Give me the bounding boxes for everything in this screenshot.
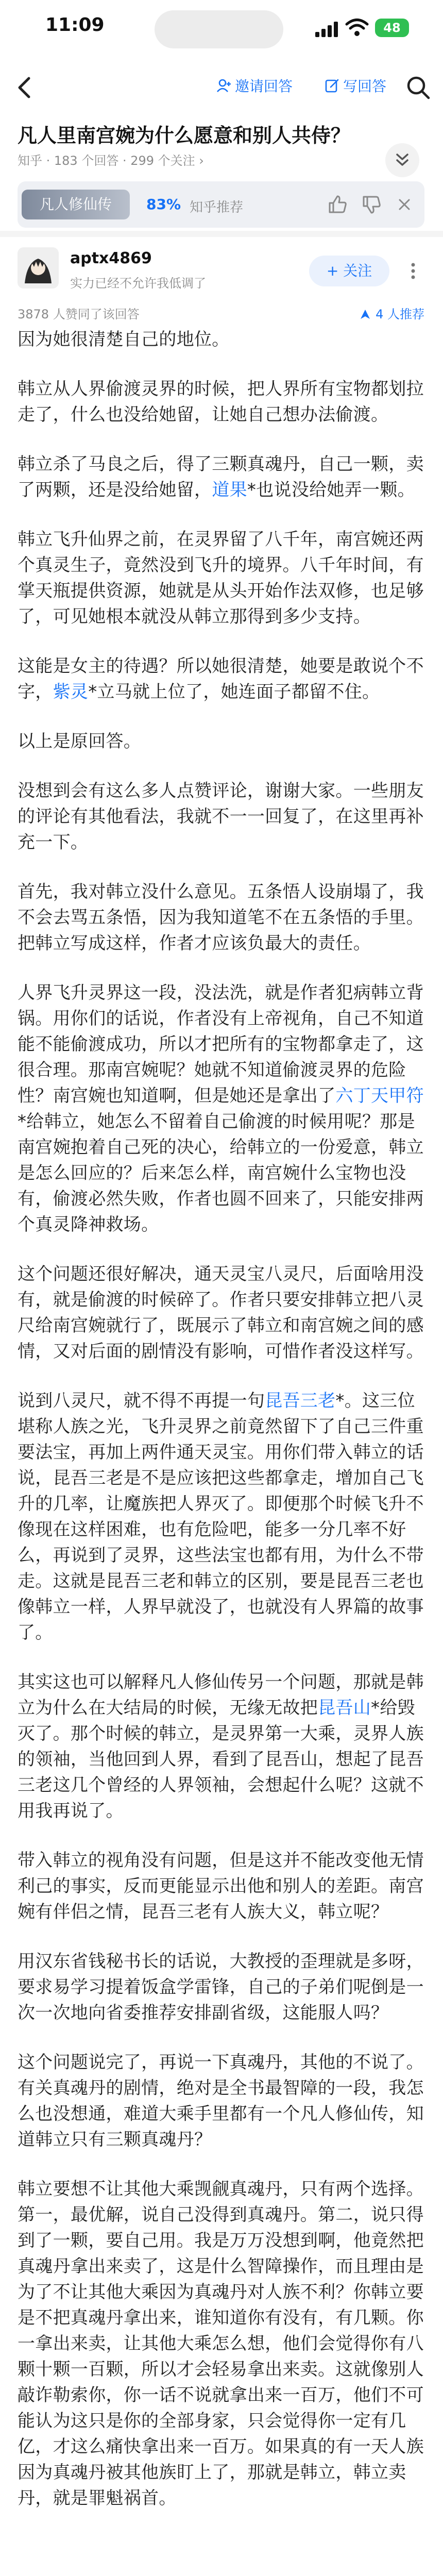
double-chevron-down-icon bbox=[385, 143, 419, 177]
recommend-bar[interactable] bbox=[18, 181, 424, 228]
paragraph: 用汉东省钱秘书长的话说，大教授的歪理就是多呀，要求易学习提着饭盒学雷锋，自己的子弟们呢倒是一次一次地向省委推荐安排副省级，这能服人吗？ bbox=[18, 1951, 424, 2023]
more-options-icon[interactable] bbox=[403, 261, 423, 281]
signal-icon bbox=[315, 21, 340, 37]
follow-button[interactable]: + 关注 bbox=[309, 256, 389, 286]
topic-tag-label: 凡人修仙传 bbox=[39, 196, 112, 213]
keyword-link[interactable]: 紫灵 bbox=[53, 682, 89, 702]
paragraph: 人界飞升灵界这一段，没法洗，就是作者犯病韩立背锅。用你们的话说，作者没有上帝视角，自己不知道能不能偷渡成功，所以才把所有的宝物都拿走了，这很合理。那南宫婉呢？她就不知道偷渡灵界的危险性？南宫婉也知道啊，但是她还是拿出了六丁天甲符*给韩立，她怎么不留着自己偷渡的时候用呢？那是南宫婉抱着自己死的决心，给韩立的一份爱意，韩立是怎么回应的？后来怎么样，南宫婉什么宝物也没有，偷渡必然失败，作者也圆不回来了，只能安排两个真灵降神救场。 bbox=[18, 982, 424, 1235]
keyword-link[interactable]: 道果 bbox=[212, 480, 247, 500]
status-bar bbox=[0, 0, 443, 62]
avatar[interactable] bbox=[18, 247, 59, 289]
collapse-button[interactable] bbox=[385, 143, 419, 177]
person-add-icon bbox=[216, 78, 232, 93]
write-answer-label: 写回答 bbox=[343, 78, 387, 95]
paragraph: 这个问题还很好解决，通天灵宝八灵尺，后面啥用没有，就是偷渡的时候碎了。作者只要安排韩立把八灵尺给南宫婉就行了，既展示了韩立和南宫婉之间的感情，又对后面的剧情没有影响，可惜作者没这样写。 bbox=[18, 1264, 424, 1362]
status-time: 11:09 bbox=[45, 14, 105, 36]
paragraph: 这个问题说完了，再说一下真魂丹，其他的不说了。有关真魂丹的剧情，绝对是全书最智障的一段，我怎么也没想通，难道大乘手里都有一个凡人修仙传，知道韩立只有三颗真魂丹？ bbox=[18, 2052, 424, 2150]
search-icon[interactable] bbox=[404, 73, 433, 102]
read-count: 3878 人赞同了该回答 bbox=[18, 307, 140, 321]
recommend-count-label: 4 人推荐 bbox=[376, 307, 424, 321]
paragraph: 说到八灵尺，就不得不再提一句昆吾三老*。这三位堪称人族之光，飞升灵界之前竟然留下了自己三件重要法宝，再加上两件通天灵宝。用你们带入韩立的话说，昆吾三老是不是应该把这些都拿走，增加自己飞升的几率，让魔族把人界灭了。即便那个时候飞升不像现在这样困难，也有危险吧，能多一分几率不好么，再说到了灵界，这些法宝也都有用，为什么不带走。这就是昆吾三老和韩立的区别，要是昆吾三老也像韩立一样，人界早就没了，也就没有人界篇的故事了。 bbox=[18, 1391, 424, 1643]
write-answer-button[interactable] bbox=[325, 75, 386, 96]
paragraph: 韩立杀了马良之后，得了三颗真魂丹，自己一颗，卖了两颗，还是没给她留，道果*也说没给她弄一颗。 bbox=[18, 454, 424, 500]
avatar-image bbox=[18, 247, 59, 289]
back-icon[interactable] bbox=[12, 73, 38, 102]
answer-content bbox=[18, 327, 424, 2535]
invite-answer-label: 邀请回答 bbox=[235, 78, 293, 95]
recommend-count[interactable] bbox=[359, 304, 424, 322]
wifi-icon bbox=[345, 18, 369, 37]
paragraph: 以上是原回答。 bbox=[18, 731, 142, 752]
invite-answer-button[interactable] bbox=[216, 75, 293, 96]
paragraph: 没想到会有这么多人点赞评论，谢谢大家。一些朋友的评论有其他看法，我就不一一回复了，在这里再补充一下。 bbox=[18, 781, 424, 853]
keyword-link[interactable]: 六丁天甲符 bbox=[335, 1086, 424, 1106]
recommend-icon bbox=[359, 308, 371, 320]
keyword-link[interactable]: 昆吾三老 bbox=[265, 1391, 336, 1411]
recommend-percent: 83% bbox=[146, 196, 181, 213]
paragraph: 其实这也可以解释凡人修仙传另一个问题，那就是韩立为什么在大结局的时候，无缘无故把昆吾山*给毁灭了。那个时候的韩立，是灵界第一大乘，灵界人族的领袖，当他回到人界，看到了昆吾山，想起了昆吾三老这几个曾经的人界领袖，会想起什么呢？这就不用我再说了。 bbox=[18, 1672, 424, 1821]
thumbs-up-icon[interactable] bbox=[327, 194, 348, 215]
section-divider bbox=[0, 231, 443, 237]
paragraph: 因为她很清楚自己的地位。 bbox=[18, 329, 230, 350]
paragraph: 带入韩立的视角没有问题，但是这并不能改变他无情利己的事实，反而更能显示出他和别人的差距。南宫婉有伴侣之情，昆吾三老有人族大义，韩立呢？ bbox=[18, 1850, 424, 1922]
recommend-text: 知乎推荐 bbox=[190, 200, 244, 215]
close-icon[interactable] bbox=[394, 194, 415, 215]
author-name[interactable]: aptx4869 bbox=[70, 249, 152, 267]
battery-icon: 48 bbox=[375, 19, 409, 37]
top-nav bbox=[0, 62, 443, 113]
answer-stats bbox=[18, 304, 424, 322]
paragraph: 韩立从人界偷渡灵界的时候，把人界所有宝物都划拉走了，什么也没给她留，让她自己想办法偷渡。 bbox=[18, 379, 424, 425]
topic-tag[interactable] bbox=[22, 190, 130, 219]
pencil-icon bbox=[325, 78, 340, 93]
paragraph: 这能是女主的待遇？所以她很清楚，她要是敢说个不字，紫灵*立马就上位了，她连面子都留不住。 bbox=[18, 656, 424, 702]
paragraph: 韩立飞升仙界之前，在灵界留了八千年，南宫婉还两个真灵生子，竟然没到飞升的境界。八千年时间，有掌天瓶提供资源，她就是从头开始作法双修，也足够了，可见她根本就没从韩立那得到多少支持。 bbox=[18, 529, 424, 627]
paragraph: 首先，我对韩立没什么意见。五条悟人设崩塌了，我不会去骂五条悟，因为我知道笔不在五条悟的手里。把韩立写成这样，作者才应该负最大的责任。 bbox=[18, 882, 424, 954]
dynamic-island bbox=[155, 10, 283, 48]
author-bio: 实力已经不允许我低调了 bbox=[70, 276, 206, 291]
question-meta[interactable]: 知乎 · 183 个回答 · 299 个关注 › bbox=[18, 154, 204, 168]
thumbs-down-icon[interactable] bbox=[361, 194, 382, 215]
question-title[interactable]: 凡人里南宫婉为什么愿意和别人共侍？ bbox=[18, 124, 351, 147]
keyword-link[interactable]: 昆吾山 bbox=[318, 1698, 371, 1718]
paragraph: 韩立要想不让其他大乘觊觎真魂丹，只有两个选择。第一，最优解，说自己没得到真魂丹。第二，说只得到了一颗，要自己用。我是万万没想到啊，他竟然把真魂丹拿出来卖了，这是什么智障操作，而且理由是为了不让其他大乘因为真魂丹对人族不利？你韩立要是不把真魂丹拿出来，谁知道你有没有，有几颗。你一拿出来卖，让其他大乘怎么想，他们会觉得你有八颗十颗一百颗，所以才会轻易拿出来卖。这就像别人敲诈勒索你，你一话不说就拿出来一百万，他们不可能认为这只是你的全部身家，只会觉得你一定有几亿，才这么痛快拿出来一百万。如果真的有一天人族因为真魂丹被其他族盯上了，那就是韩立，韩立卖丹，就是罪魁祸首。 bbox=[18, 2179, 424, 2509]
